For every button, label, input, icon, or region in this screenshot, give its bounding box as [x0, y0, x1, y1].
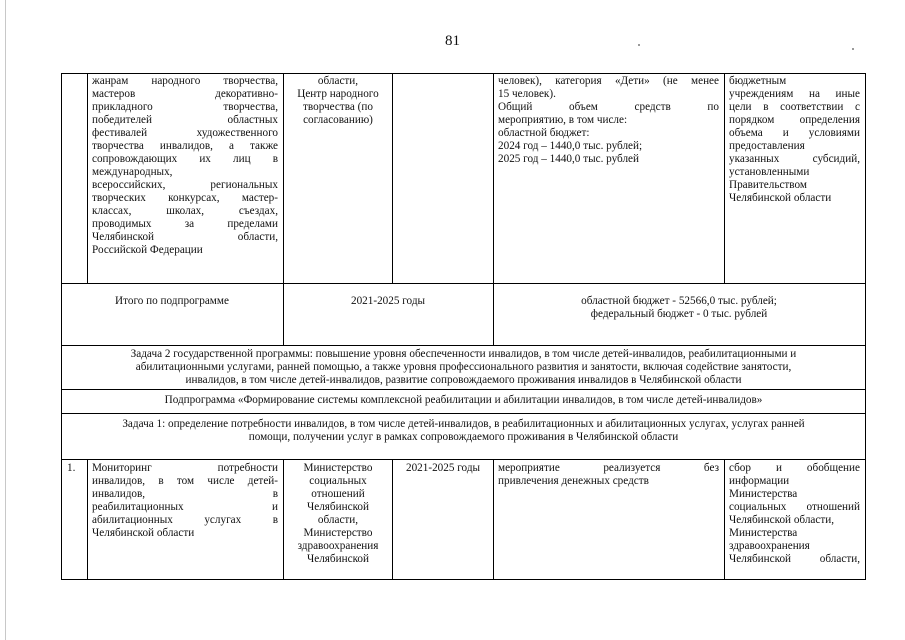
task2-heading: Задача 2 государственной программы: повышение уровня обеспеченности инвалидов, в том числе детей-инвалидов, реабилитационными и абилитационными услугами, ранней помощью, а также уровня профессионального развития и занятости, включая содействие занятости, инвалидов, в том числе детей-инвалидов, развитие сопровождаемого проживания инвалидов в Челябинской области [130, 348, 797, 386]
event-description-cell: жанрам народного творчества, мастеров декоративно- прикладного творчества, победителей областных фестивалей художественного творчества инвалидов, а также сопровождающих их лиц в международных, всероссийских, региональных творческих конкурсах, мастер- классах, школах, съездах, проводимых за пределами Челябинской области, Российской Федерации [92, 75, 278, 256]
table-rule [724, 73, 725, 283]
table-rule [61, 389, 866, 390]
table-rule [865, 73, 866, 579]
funding-cell: человек), категория «Дети» (не менее 15 человек). Общий объем средств по мероприятию, в том числе: областной бюджет: 2024 год – 1440,0 тыс. рублей; 2025 год – 1440,0 тыс. рублей [498, 75, 719, 165]
item-executor-cell: Министерство социальных отношений Челябинской области, Министерство здравоохранения Челябинской [297, 462, 379, 565]
subprogram-heading: Подпрограмма «Формирование системы комплексной реабилитации и абилитации инвалидов, в том числе детей-инвалидов» [164, 394, 763, 406]
item-name-cell: Мониторинг потребности инвалидов, в том числе детей- инвалидов, в реабилитационных и абилитационных услугах в Челябинской области [92, 462, 278, 539]
total-label: Итого по подпрограмме [115, 295, 229, 307]
item-number: 1. [67, 462, 76, 474]
table-rule [392, 73, 393, 283]
result-cell: бюджетным учреждениям на иные цели в соответствии с порядком определения объема и условиями предоставления указанных субсидий, установленными Правительством Челябинской области [729, 75, 860, 204]
page-left-edge [5, 0, 6, 640]
table-rule [87, 459, 88, 579]
table-rule [493, 73, 494, 283]
table-rule [724, 459, 725, 579]
table-rule [61, 459, 866, 460]
table-rule [493, 459, 494, 579]
item-period: 2021-2025 годы [405, 462, 481, 474]
item-funding-cell: мероприятие реализуется без привлечения денежных средств [498, 462, 719, 487]
table-rule [61, 345, 866, 346]
total-period: 2021-2025 годы [350, 295, 426, 307]
executor-cell: области, Центр народного творчества (по согласованию) [297, 75, 379, 126]
table-rule [61, 283, 866, 284]
table-rule [61, 413, 866, 414]
program-table [61, 73, 866, 640]
item-result-cell: сбор и обобщение информации Министерства социальных отношений Челябинской области, Министерства здравоохранения Челябинской области, [729, 462, 860, 565]
table-rule [87, 73, 88, 283]
table-rule [61, 73, 62, 579]
table-rule [283, 283, 284, 345]
table-rule [392, 459, 393, 579]
total-budget: областной бюджет - 52566,0 тыс. рублей; федеральный бюджет - 0 тыс. рублей [581, 295, 777, 320]
page-number: 81 [445, 33, 460, 49]
task1-heading: Задача 1: определение потребности инвалидов, в том числе детей-инвалидов, в реабилитационных и абилитационных услугах, услугах ранней помощи, получении услуг в рамках сопровождаемого проживания в Челябинской области [122, 418, 805, 443]
table-rule [61, 579, 866, 580]
table-rule [61, 73, 866, 74]
